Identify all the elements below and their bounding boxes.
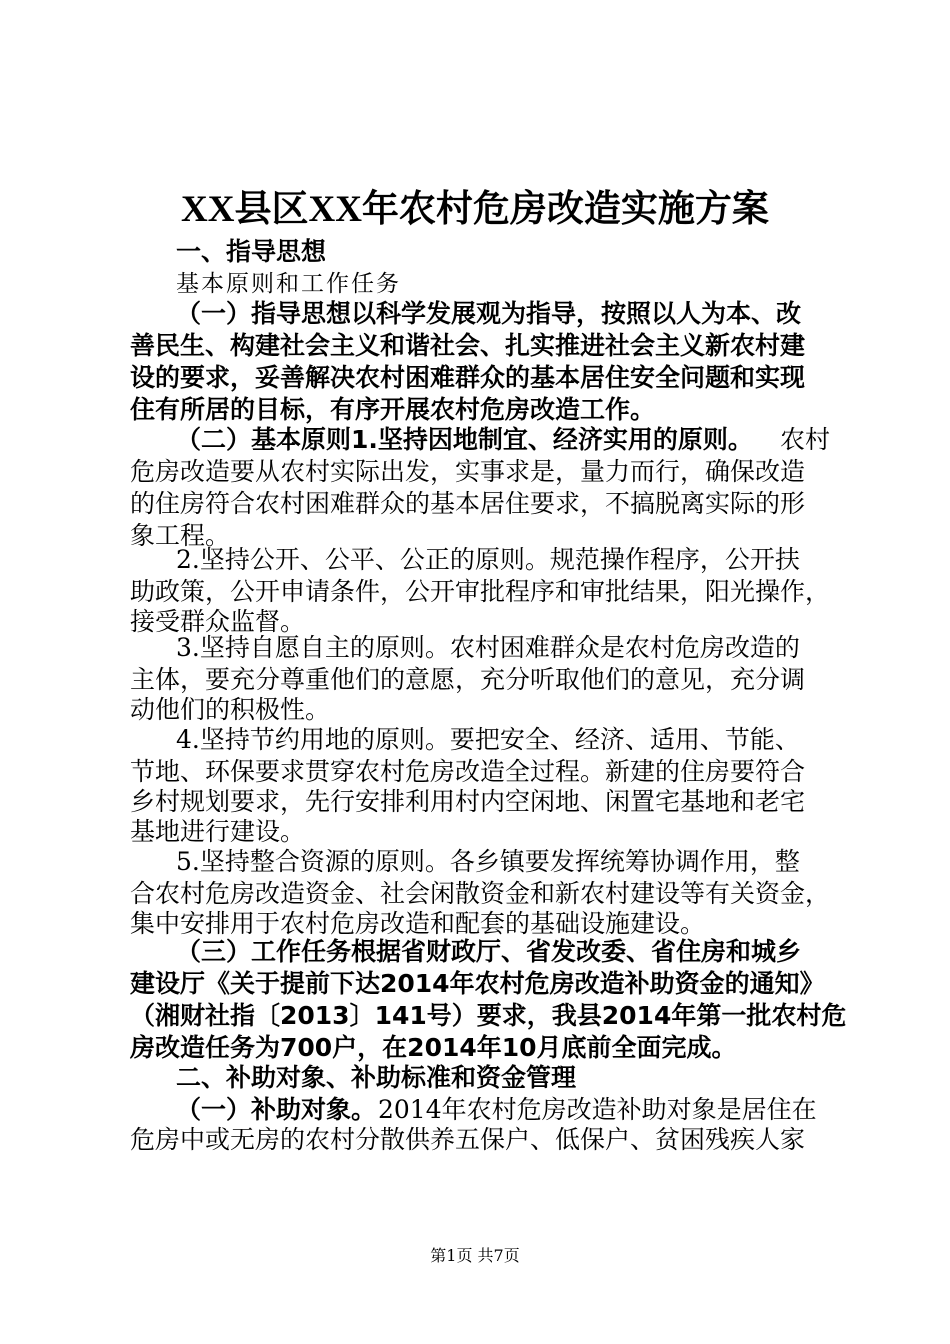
paragraph-line: 善民生、构建社会主义和谐社会、扎实推进社会主义新农村建 (130, 331, 806, 360)
section-heading-2: 二、补助对象、补助标准和资金管理 (176, 1063, 577, 1092)
paragraph-line: 房改造任务为700户，在2014年10月底前全面完成。 (130, 1033, 737, 1062)
paragraph-line: 危房中或无房的农村分散供养五保户、低保户、贫困残疾人家 (130, 1125, 806, 1154)
document-title: XX县区XX年农村危房改造实施方案 (181, 189, 769, 230)
paragraph-line: 的住房符合农村困难群众的基本居住要求，不搞脱离实际的形 (130, 489, 806, 518)
paragraph-line: 3.坚持自愿自主的原则。农村困难群众是农村危房改造的 (176, 633, 800, 662)
paragraph-line: （湘财社指〔2013〕141号）要求，我县2014年第一批农村危 (130, 1001, 847, 1030)
paragraph-line: 乡村规划要求，先行安排利用村内空闲地、闲置宅基地和老宅 (130, 787, 806, 816)
paragraph-line: 农村 (780, 425, 831, 454)
paragraph-line: 2014年农村危房改造补助对象是居住在 (378, 1095, 817, 1124)
paragraph-line: 助政策，公开申请条件，公开审批程序和审批结果，阳光操作， (130, 577, 831, 606)
paragraph-line: 5.坚持整合资源的原则。各乡镇要发挥统筹协调作用，整 (176, 847, 800, 876)
paragraph-line: 危房改造要从农村实际出发，实事求是，量力而行，确保改造 (130, 457, 806, 486)
paragraph-line: 4.坚持节约用地的原则。要把安全、经济、适用、节能、 (176, 725, 800, 754)
paragraph-line: 象工程。 (130, 521, 231, 550)
subheading: 基本原则和工作任务 (176, 271, 401, 297)
paragraph-line: 2.坚持公开、公平、公正的原则。规范操作程序，公开扶 (176, 545, 800, 574)
paragraph-line: 建设厅《关于提前下达2014年农村危房改造补助资金的通知》 (130, 969, 825, 998)
paragraph-line: （三）工作任务根据省财政厅、省发改委、省住房和城乡 (176, 937, 802, 966)
paragraph-line: 节地、环保要求贯穿农村危房改造全过程。新建的住房要符合 (130, 757, 806, 786)
paragraph-line: 基地进行建设。 (130, 817, 306, 846)
paragraph-line: 动他们的积极性。 (130, 695, 331, 724)
page-footer: 第1页 共7页 (430, 1246, 520, 1265)
paragraph-line: 主体，要充分尊重他们的意愿，充分听取他们的意见，充分调 (130, 665, 806, 694)
paragraph-line: 设的要求，妥善解决农村困难群众的基本居住安全问题和实现 (130, 363, 806, 392)
paragraph-line: （一）指导思想以科学发展观为指导，按照以人为本、改 (176, 299, 802, 328)
paragraph-line: （一）补助对象。 (176, 1095, 377, 1124)
paragraph-line: （二）基本原则1.坚持因地制宜、经济实用的原则。 (176, 425, 753, 454)
paragraph-line: 集中安排用于农村危房改造和配套的基础设施建设。 (130, 909, 706, 938)
paragraph-line: 住有所居的目标，有序开展农村危房改造工作。 (130, 395, 656, 424)
paragraph-line: 合农村危房改造资金、社会闲散资金和新农村建设等有关资金， (130, 879, 831, 908)
section-heading-1: 一、指导思想 (176, 237, 327, 266)
paragraph-line: 接受群众监督。 (130, 607, 306, 636)
